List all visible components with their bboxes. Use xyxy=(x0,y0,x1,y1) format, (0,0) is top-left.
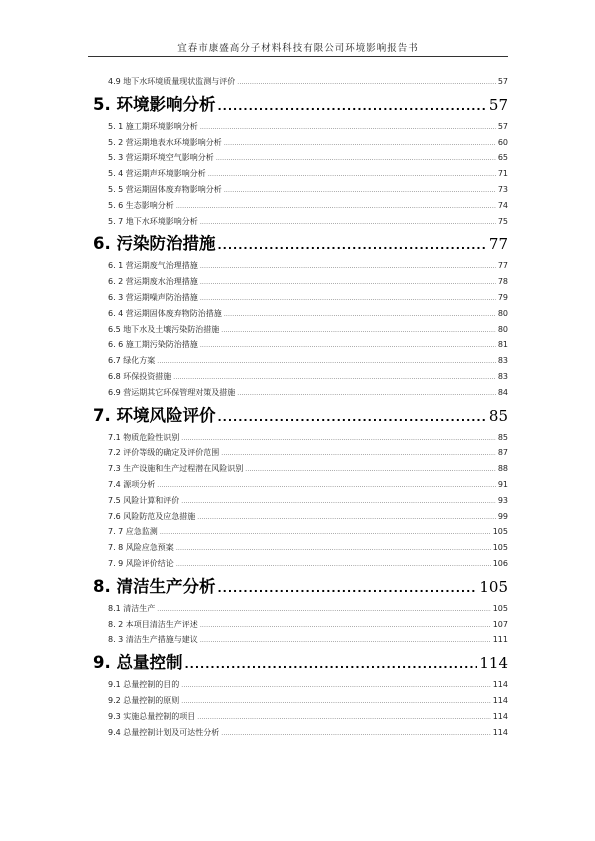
dot-leader xyxy=(200,120,496,136)
toc-page-number: 73 xyxy=(497,184,508,194)
toc-section-entry[interactable] xyxy=(88,385,508,401)
toc-page-number: 79 xyxy=(497,292,508,302)
dot-leader xyxy=(218,574,478,603)
dot-leader xyxy=(200,215,496,231)
toc-section-entry[interactable] xyxy=(88,198,508,214)
toc-page-number: 78 xyxy=(497,277,508,287)
dot-leader xyxy=(224,136,496,152)
toc-section-entry[interactable] xyxy=(88,353,508,369)
toc-entry-title: 8. 2 本项目清洁生产评述 xyxy=(108,619,198,629)
toc-page-number: 105 xyxy=(479,577,508,596)
toc-section-entry[interactable] xyxy=(88,540,508,556)
toc-page-number: 105 xyxy=(492,527,508,537)
toc-entry-title: 6.8 环保投资措施 xyxy=(108,371,172,381)
toc-entry-title: 6.7 绿化方案 xyxy=(108,356,156,366)
toc-section-entry[interactable] xyxy=(88,556,508,572)
toc-entry-title: 5. 7 地下水环境影响分析 xyxy=(108,216,198,226)
toc-section-entry[interactable] xyxy=(88,322,508,338)
dot-leader xyxy=(245,462,496,478)
toc-page-number: 114 xyxy=(492,680,508,690)
toc-entry-title: 7.2 评价等级的确定及评价范围 xyxy=(108,448,220,458)
dot-leader xyxy=(176,557,491,573)
dot-leader xyxy=(200,338,496,354)
dot-leader xyxy=(200,291,496,307)
toc-entry-title: 9.1 总量控制的目的 xyxy=(108,680,180,690)
toc-section-entry[interactable] xyxy=(88,725,508,741)
toc-page-number: 71 xyxy=(497,169,508,179)
dot-leader xyxy=(218,231,487,260)
toc-chapter-entry[interactable] xyxy=(88,90,508,119)
dot-leader xyxy=(176,199,496,215)
toc-page-number: 83 xyxy=(497,356,508,366)
toc-section-entry[interactable] xyxy=(88,74,508,90)
toc-entry-title: 8.1 清洁生产 xyxy=(108,603,156,613)
dot-leader xyxy=(200,275,496,291)
toc-page-number: 106 xyxy=(492,558,508,568)
toc-page-number: 77 xyxy=(488,235,508,254)
toc-chapter-entry[interactable] xyxy=(88,572,508,601)
dot-leader xyxy=(176,541,491,557)
toc-page-number: 57 xyxy=(497,77,508,86)
toc-section-entry[interactable] xyxy=(88,306,508,322)
dot-leader xyxy=(157,478,496,494)
toc-section-entry[interactable] xyxy=(88,274,508,290)
toc-section-entry[interactable] xyxy=(88,445,508,461)
toc-section-entry[interactable] xyxy=(88,632,508,648)
toc-entry-title: 6. 2 营运期废水治理措施 xyxy=(108,277,198,287)
toc-entry-title: 8. 3 清洁生产措施与建议 xyxy=(108,635,198,645)
toc-entry-title: 9.3 实施总量控制的项目 xyxy=(108,711,196,721)
dot-leader xyxy=(208,167,496,183)
dot-leader xyxy=(197,510,496,526)
toc-entry-title: 5. 4 营运期声环境影响分析 xyxy=(108,169,206,179)
table-of-contents xyxy=(88,74,508,740)
toc-section-entry[interactable] xyxy=(88,150,508,166)
dot-leader xyxy=(160,525,491,541)
toc-entry-title: 8. 清洁生产分析 xyxy=(93,576,216,596)
toc-entry-title: 5. 5 营运期固体废弃物影响分析 xyxy=(108,184,222,194)
dot-leader xyxy=(185,650,478,679)
dot-leader xyxy=(181,494,496,510)
dot-leader xyxy=(181,431,496,447)
toc-page-number: 60 xyxy=(497,137,508,147)
toc-page-number: 114 xyxy=(492,711,508,721)
toc-entry-title: 7.6 风险防范及应急措施 xyxy=(108,511,196,521)
dot-leader xyxy=(157,602,490,618)
toc-page-number: 111 xyxy=(492,635,508,645)
toc-page-number: 83 xyxy=(497,371,508,381)
dot-leader xyxy=(221,726,490,742)
dot-leader xyxy=(173,370,496,386)
toc-page-number: 91 xyxy=(497,479,508,489)
toc-entry-title: 7. 环境风险评价 xyxy=(93,405,216,425)
toc-page-number: 80 xyxy=(497,308,508,318)
toc-entry-title: 5. 2 营运期地表水环境影响分析 xyxy=(108,137,222,147)
toc-entry-title: 5. 6 生态影响分析 xyxy=(108,200,174,210)
toc-page-number: 105 xyxy=(492,543,508,553)
toc-entry-title: 6. 6 施工期污染防治措施 xyxy=(108,340,198,350)
toc-section-entry[interactable] xyxy=(88,509,508,525)
toc-page-number: 114 xyxy=(492,695,508,705)
toc-section-entry[interactable] xyxy=(88,214,508,230)
header-rule xyxy=(88,56,508,57)
toc-entry-title: 6. 污染防治措施 xyxy=(93,234,216,254)
toc-section-entry[interactable] xyxy=(88,135,508,151)
toc-entry-title: 7.1 物质危险性识别 xyxy=(108,432,180,442)
toc-section-entry[interactable] xyxy=(88,337,508,353)
toc-section-entry[interactable] xyxy=(88,166,508,182)
toc-entry-title: 7.4 源项分析 xyxy=(108,479,156,489)
dot-leader xyxy=(218,403,487,432)
toc-section-entry[interactable] xyxy=(88,182,508,198)
dot-leader xyxy=(181,678,490,694)
toc-section-entry[interactable] xyxy=(88,493,508,509)
toc-entry-title: 5. 环境影响分析 xyxy=(93,94,216,114)
toc-entry-title: 6.9 营运期其它环保管理对策及措施 xyxy=(108,387,236,397)
toc-section-entry[interactable] xyxy=(88,430,508,446)
toc-entry-title: 7. 7 应急监测 xyxy=(108,527,158,537)
toc-section-entry[interactable] xyxy=(88,617,508,633)
toc-page-number: 84 xyxy=(497,387,508,397)
dot-leader xyxy=(237,75,496,91)
toc-page-number: 85 xyxy=(488,406,508,425)
toc-section-entry[interactable] xyxy=(88,477,508,493)
toc-section-entry[interactable] xyxy=(88,524,508,540)
dot-leader xyxy=(224,183,496,199)
dot-leader xyxy=(181,694,490,710)
toc-section-entry[interactable] xyxy=(88,693,508,709)
toc-section-entry[interactable] xyxy=(88,461,508,477)
toc-entry-title: 9.4 总量控制计划及可达性分析 xyxy=(108,727,220,737)
toc-page-number: 93 xyxy=(497,495,508,505)
dot-leader xyxy=(224,307,496,323)
toc-entry-title: 6.5 地下水及土壤污染防治措施 xyxy=(108,324,220,334)
toc-entry-title: 6. 4 营运期固体废弃物防治措施 xyxy=(108,308,222,318)
toc-page-number: 87 xyxy=(497,448,508,458)
toc-entry-title: 4.9 地下水环境质量现状监测与评价 xyxy=(108,77,236,86)
dot-leader xyxy=(237,386,496,402)
toc-section-entry[interactable] xyxy=(88,709,508,725)
toc-entry-title: 5. 1 施工期环境影响分析 xyxy=(108,121,198,131)
dot-leader xyxy=(216,151,496,167)
toc-page-number: 105 xyxy=(492,603,508,613)
toc-entry-title: 6. 3 营运期噪声防治措施 xyxy=(108,292,198,302)
toc-section-entry[interactable] xyxy=(88,258,508,274)
toc-page-number: 74 xyxy=(497,200,508,210)
toc-section-entry[interactable] xyxy=(88,369,508,385)
toc-page-number: 81 xyxy=(497,340,508,350)
toc-page-number: 88 xyxy=(497,464,508,474)
dot-leader xyxy=(221,323,496,339)
toc-entry-title: 9. 总量控制 xyxy=(93,653,183,673)
page-header-title: 宜春市康盛高分子材料科技有限公司环境影响报告书 xyxy=(177,43,419,54)
dot-leader xyxy=(197,710,490,726)
toc-chapter-entry[interactable] xyxy=(88,648,508,677)
toc-entry-title: 9.2 总量控制的原则 xyxy=(108,695,180,705)
toc-entry-title: 7.5 风险计算和评价 xyxy=(108,495,180,505)
toc-entry-title: 7.3 生产设施和生产过程潜在风险识别 xyxy=(108,464,244,474)
toc-page-number: 75 xyxy=(497,216,508,226)
toc-page-number: 80 xyxy=(497,324,508,334)
toc-page-number: 77 xyxy=(497,261,508,271)
dot-leader xyxy=(200,259,496,275)
toc-section-entry[interactable] xyxy=(88,119,508,135)
toc-section-entry[interactable] xyxy=(88,601,508,617)
dot-leader xyxy=(200,633,491,649)
toc-page-number: 114 xyxy=(492,727,508,737)
toc-page-number: 99 xyxy=(497,511,508,521)
toc-page-number: 107 xyxy=(492,619,508,629)
toc-page-number: 114 xyxy=(479,654,508,673)
toc-entry-title: 6. 1 营运期废气治理措施 xyxy=(108,261,198,271)
dot-leader xyxy=(157,354,496,370)
toc-page-number: 65 xyxy=(497,153,508,163)
dot-leader xyxy=(218,92,487,121)
toc-entry-title: 7. 8 风险应急预案 xyxy=(108,543,174,553)
toc-page-number: 85 xyxy=(497,432,508,442)
dot-leader xyxy=(221,446,496,462)
toc-page-number: 57 xyxy=(488,95,508,114)
toc-section-entry[interactable] xyxy=(88,290,508,306)
toc-entry-title: 7. 9 风险评价结论 xyxy=(108,558,174,568)
toc-chapter-entry[interactable] xyxy=(88,401,508,430)
toc-page-number: 57 xyxy=(497,121,508,131)
dot-leader xyxy=(200,618,491,634)
toc-entry-title: 5. 3 营运期环境空气影响分析 xyxy=(108,153,214,163)
toc-chapter-entry[interactable] xyxy=(88,229,508,258)
toc-section-entry[interactable] xyxy=(88,677,508,693)
